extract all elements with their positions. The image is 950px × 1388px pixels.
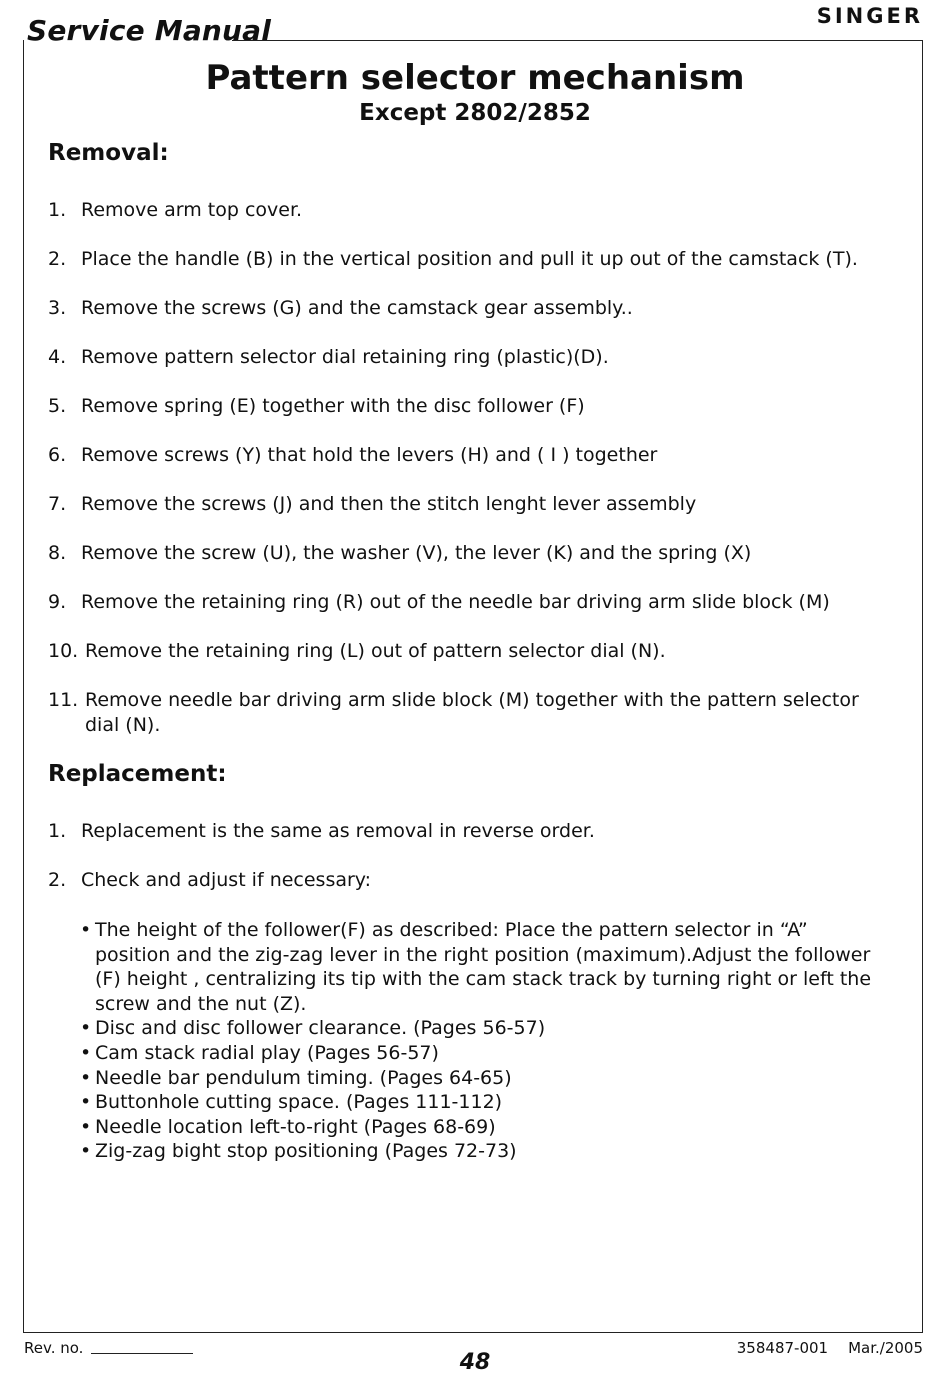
removal-heading: Removal: bbox=[48, 140, 169, 166]
document-number: 358487-001 bbox=[736, 1339, 829, 1357]
removal-step: 10. Remove the retaining ring (L) out of pattern selector dial (N). bbox=[48, 640, 666, 662]
brand-logo: SINGER bbox=[816, 4, 923, 28]
replacement-step: 1. Replacement is the same as removal in reverse order. bbox=[48, 820, 595, 842]
check-item: • Zig-zag bight stop positioning (Pages 72-73) bbox=[80, 1140, 517, 1163]
replacement-step: 2. Check and adjust if necessary: bbox=[48, 869, 372, 891]
check-item: • The height of the follower(F) as described: Place the pattern selector in “A” position and the zig-zag lever in the right position (maximum).Adjust the follower (F) height , centralizing its tip with the cam stack track by turning right or left the screw and the nut (Z). bbox=[80, 919, 872, 1015]
removal-step: 2. Place the handle (B) in the vertical position and pull it up out of the camstack (T). bbox=[48, 248, 858, 270]
page-title: Pattern selector mechanism bbox=[205, 58, 745, 98]
removal-step: 8. Remove the screw (U), the washer (V), the lever (K) and the spring (X) bbox=[48, 542, 752, 564]
page-subtitle: Except 2802/2852 bbox=[359, 100, 591, 126]
check-list bbox=[80, 918, 880, 1164]
document-info bbox=[737, 1339, 923, 1357]
removal-step: 1. Remove arm top cover. bbox=[48, 199, 303, 221]
removal-step: 9. Remove the retaining ring (R) out of the needle bar driving arm slide block (M) bbox=[48, 591, 830, 613]
removal-step: 5. Remove spring (E) together with the disc follower (F) bbox=[48, 395, 585, 417]
revision-label: Rev. no. bbox=[24, 1339, 84, 1357]
manual-title: Service Manual bbox=[27, 14, 272, 47]
removal-step: 11. Remove needle bar driving arm slide block (M) together with the pattern selector dial (N). bbox=[48, 689, 859, 736]
removal-step: 6. Remove screws (Y) that hold the levers (H) and ( I ) together bbox=[48, 444, 658, 466]
page-number: 48 bbox=[459, 1350, 491, 1375]
check-item: • Needle location left-to-right (Pages 68-69) bbox=[80, 1115, 496, 1138]
removal-step: 7. Remove the screws (J) and then the stitch lenght lever assembly bbox=[48, 493, 697, 515]
check-item: • Needle bar pendulum timing. (Pages 64-65) bbox=[80, 1066, 512, 1089]
removal-step: 4. Remove pattern selector dial retaining ring (plastic)(D). bbox=[48, 346, 609, 368]
replacement-heading: Replacement: bbox=[48, 761, 227, 787]
check-item: • Disc and disc follower clearance. (Pages 56-57) bbox=[80, 1017, 546, 1040]
check-item: • Cam stack radial play (Pages 56-57) bbox=[80, 1041, 439, 1064]
document-date: Mar./2005 bbox=[848, 1339, 923, 1357]
removal-step: 3. Remove the screws (G) and the camstack gear assembly.. bbox=[48, 297, 633, 319]
check-item: • Buttonhole cutting space. (Pages 111-112) bbox=[80, 1091, 503, 1114]
